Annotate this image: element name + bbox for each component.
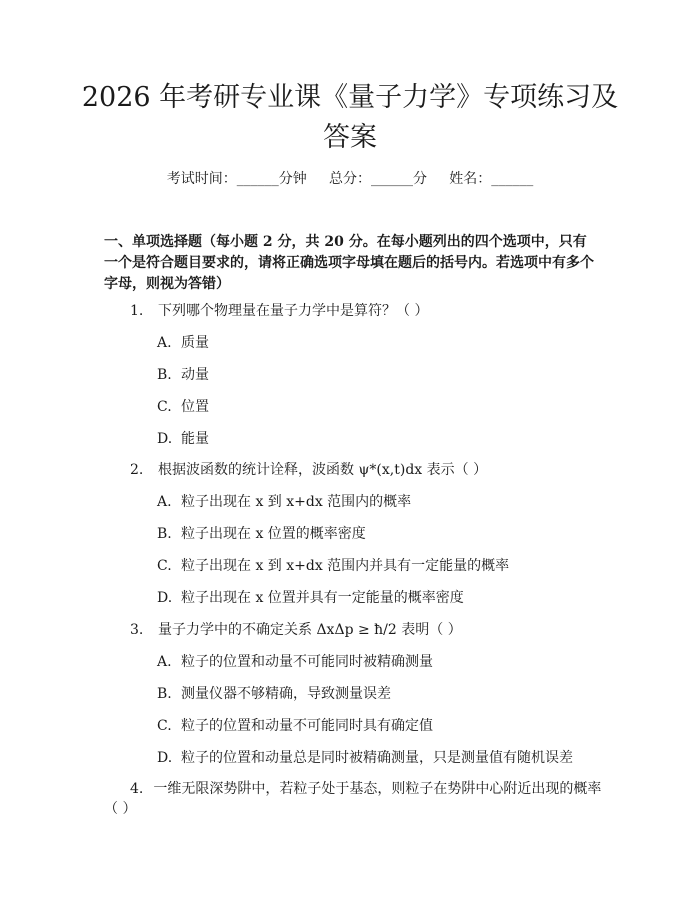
option-text: 粒子的位置和动量总是同时被精确测量，只是测量值有随机误差 (181, 750, 573, 766)
option-text: 粒子出现在 x 到 x+dx 范围内的概率 (181, 494, 412, 510)
question-text: 根据波函数的统计诠释，波函数 ψ*(x,t)dx 表示（ ） (158, 462, 488, 478)
question-text: 一维无限深势阱中，若粒子处于基态，则粒子在势阱中心附近出现的概率（ ） (104, 781, 602, 817)
option-letter: C. (157, 558, 172, 574)
option-text: 能量 (181, 431, 209, 447)
option-text: 粒子出现在 x 到 x+dx 范围内并具有一定能量的概率 (181, 558, 510, 574)
exam-meta-line: 考试时间：______分钟 总分：______分 姓名：______ (166, 171, 534, 187)
title-line-2: 答案 (323, 122, 377, 153)
option-3b (157, 684, 607, 704)
option-1c (157, 397, 607, 417)
option-3a (157, 652, 607, 672)
option-letter: A. (157, 494, 172, 510)
question-text: 量子力学中的不确定关系 ΔxΔp ≥ ħ/2 表明（ ） (158, 622, 462, 638)
title-line-1: 2026 年考研专业课《量子力学》专项练习及 (81, 82, 619, 113)
option-2d (157, 588, 607, 608)
option-letter: A. (157, 654, 172, 670)
question-2 (130, 460, 600, 480)
option-1d (157, 429, 607, 449)
option-3c (157, 716, 607, 736)
option-letter: D. (157, 431, 173, 447)
option-2a (157, 492, 607, 512)
option-3d (157, 748, 607, 768)
option-letter: B. (157, 526, 172, 542)
question-4 (104, 779, 604, 819)
option-text: 测量仪器不够精确，导致测量误差 (181, 686, 391, 702)
option-2b (157, 524, 607, 544)
question-number: 2. (130, 462, 144, 478)
question-number: 1. (130, 303, 144, 319)
option-letter: A. (157, 335, 172, 351)
question-number: 3. (130, 622, 144, 638)
option-1a (157, 333, 607, 353)
option-letter: D. (157, 590, 173, 606)
option-letter: B. (157, 686, 172, 702)
section-heading: 一、单项选择题（每小题 2 分，共 20 分。在每小题列出的四个选项中，只有一个是符合题目要求的，请将正确选项字母填在题后的括号内。若选项中有多个字母，则视为答错） (104, 234, 594, 292)
option-letter: C. (157, 718, 172, 734)
question-number: 4. (130, 781, 144, 797)
option-text: 质量 (181, 335, 209, 351)
option-letter: C. (157, 399, 172, 415)
question-1 (130, 301, 600, 321)
option-text: 粒子的位置和动量不可能同时具有确定值 (181, 718, 433, 734)
option-text: 粒子出现在 x 位置的概率密度 (181, 526, 366, 542)
page-title (60, 78, 640, 158)
option-text: 位置 (181, 399, 209, 415)
option-1b (157, 365, 607, 385)
option-letter: B. (157, 367, 172, 383)
option-letter: D. (157, 750, 173, 766)
option-text: 动量 (181, 367, 209, 383)
option-2c (157, 556, 607, 576)
question-3 (130, 620, 600, 640)
question-text: 下列哪个物理量在量子力学中是算符？（ ） (158, 303, 429, 319)
option-text: 粒子出现在 x 位置并具有一定能量的概率密度 (181, 590, 464, 606)
option-text: 粒子的位置和动量不可能同时被精确测量 (181, 654, 433, 670)
